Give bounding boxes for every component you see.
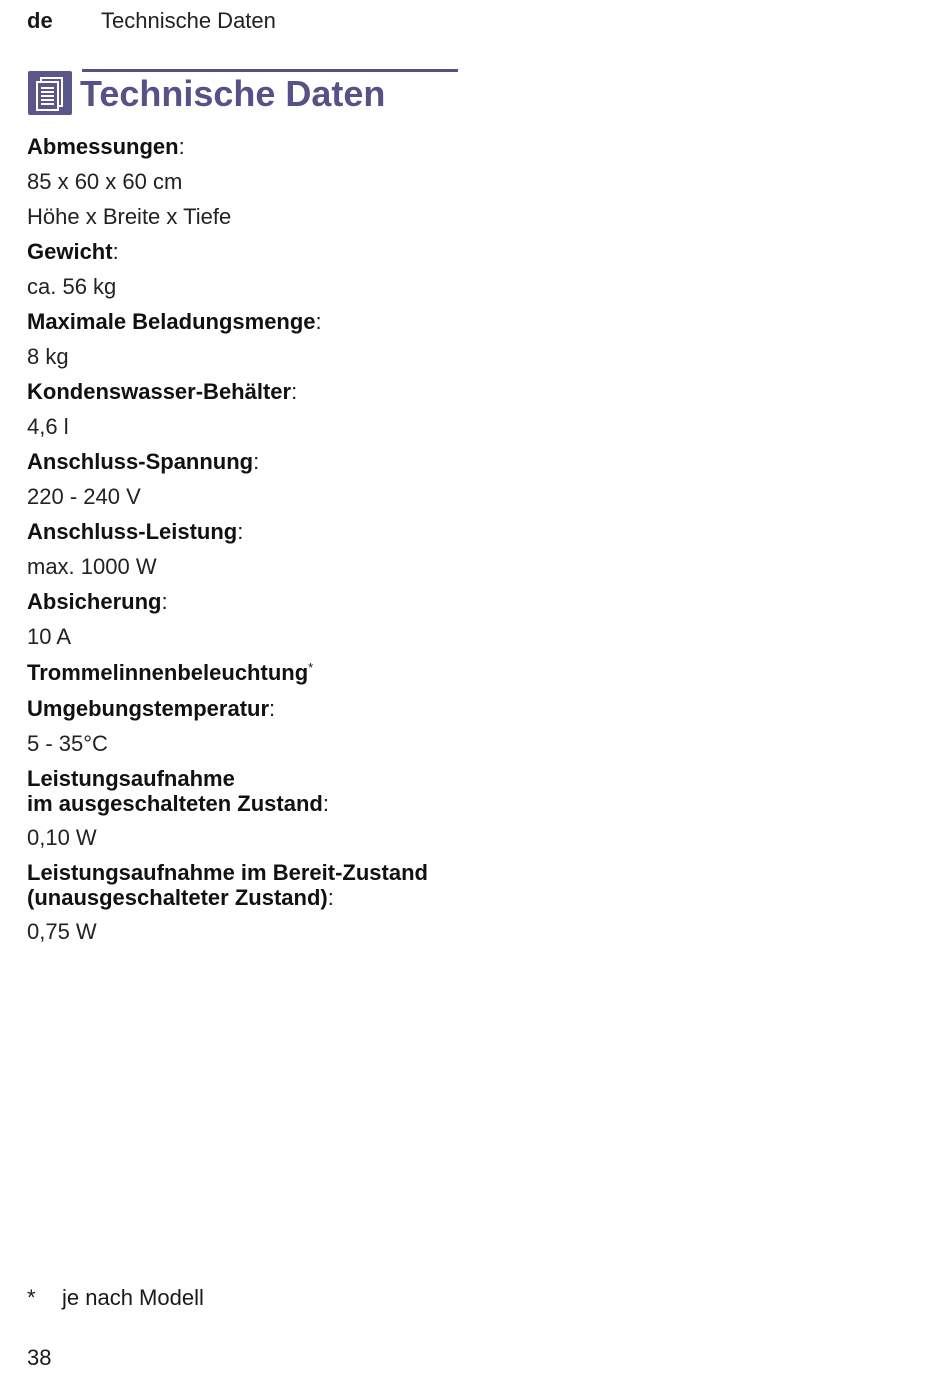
spec-ambient-value: 5 - 35°C	[27, 731, 108, 756]
spec-drum-light-line	[27, 660, 627, 686]
colon: :	[178, 134, 185, 159]
spec-max-load-value: 8 kg	[27, 344, 69, 369]
spec-ambient-label: Umgebungstemperatur	[27, 696, 270, 721]
spec-standby-value: 0,75 W	[27, 919, 97, 944]
spec-off-power-label-2: im ausgeschalteten Zustand	[27, 791, 323, 816]
spec-dimensions-label-line	[27, 134, 627, 160]
colon: :	[112, 239, 119, 264]
title-rule	[82, 69, 458, 72]
spec-voltage-label-line	[27, 449, 627, 475]
language-code: de	[27, 8, 53, 33]
spec-ambient-label-line	[27, 696, 627, 722]
footnote-mark: *	[27, 1285, 36, 1310]
spec-fuse-value: 10 A	[27, 624, 72, 649]
footnote-text: je nach Modell	[62, 1285, 204, 1310]
colon: :	[161, 589, 168, 614]
spec-off-power-label-1: Leistungsaufnahme	[27, 766, 235, 791]
colon: :	[253, 449, 260, 474]
spec-power-value: max. 1000 W	[27, 554, 157, 579]
footnote-marker: *	[308, 660, 314, 675]
spec-power-label: Anschluss-Leistung	[27, 519, 238, 544]
spec-off-power-label-line	[27, 791, 627, 817]
spec-weight-label: Gewicht	[27, 239, 113, 264]
spec-condensate-label-line	[27, 379, 627, 405]
spec-standby-label-2: (unausgeschalteter Zustand)	[27, 885, 328, 910]
spec-power-label-line	[27, 519, 627, 545]
colon: :	[291, 379, 298, 404]
spec-voltage-value: 220 - 240 V	[27, 484, 141, 509]
spec-fuse-label-line	[27, 589, 627, 615]
spec-weight-value: ca. 56 kg	[27, 274, 117, 299]
footnote	[27, 1284, 204, 1312]
spec-voltage-label: Anschluss-Spannung	[27, 449, 254, 474]
spec-fuse-label: Absicherung	[27, 589, 162, 614]
spec-list	[27, 130, 627, 945]
page-number: 38	[27, 1345, 52, 1370]
spec-max-load-label: Maximale Beladungsmenge	[27, 309, 316, 334]
spec-dimensions-value: 85 x 60 x 60 cm	[27, 169, 183, 194]
spec-off-power-value: 0,10 W	[27, 825, 97, 850]
spec-dimensions-label: Abmessungen	[27, 134, 179, 159]
running-header-title: Technische Daten	[101, 8, 276, 33]
colon: :	[327, 885, 334, 910]
page-title: Technische Daten	[80, 73, 386, 114]
colon: :	[269, 696, 276, 721]
document-list-icon	[28, 71, 72, 115]
spec-max-load-label-line	[27, 309, 627, 335]
spec-standby-label-1: Leistungsaufnahme im Bereit-Zustand	[27, 860, 428, 885]
spec-dimensions-note: Höhe x Breite x Tiefe	[27, 204, 232, 229]
spec-drum-light-label: Trommelinnenbeleuchtung	[27, 660, 309, 685]
colon: :	[237, 519, 244, 544]
colon: :	[315, 309, 322, 334]
spec-condensate-label: Kondenswasser-Behälter	[27, 379, 292, 404]
spec-weight-label-line	[27, 239, 627, 265]
spec-standby-label-line	[27, 885, 627, 911]
spec-condensate-value: 4,6 l	[27, 414, 69, 439]
colon: :	[322, 791, 329, 816]
